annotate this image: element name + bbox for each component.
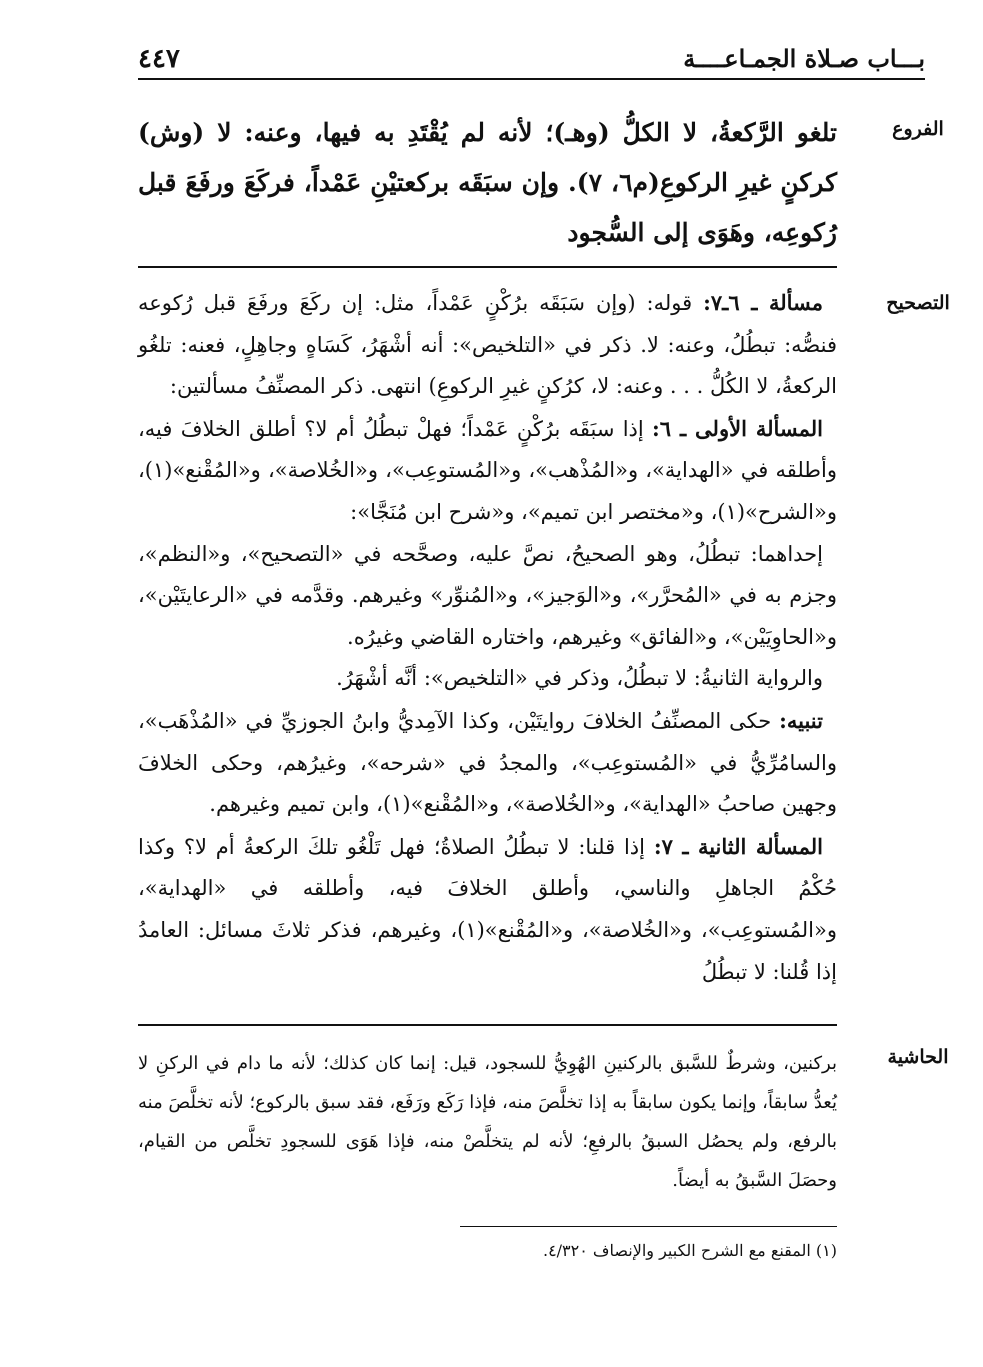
footnote-rule <box>460 1226 837 1227</box>
issue-heading: المسألة الثانية ـ ٧: <box>653 833 823 859</box>
footnote: (١) المقنع مع الشرح الكبير والإنصاف ٤/٣٢٠. <box>542 1241 837 1260</box>
hashiya-text: بركنين، وشرطٌ للسَّبق بالركنينِ الهُوِيُّ للسجود، قيل: إنما كان كذلك؛ لأنه ما دام في الركنِ لا يُعدُّ سابقاً، وإنما يكون سابقاً به إذا تخلَّصَ منه، فإذا رَكَع ورَفَع، فقد سبق بالركوع؛ لأنه تخلَّصَ منه بالرفع، ولم يحصُل السبقُ بالرفعِ؛ لأنه لم يتخلَّصْ منه، فإذا هَوَى للسجودِ تخلَّص من القيام، وحصَلَ السَّبقُ به أيضاً. <box>137 1053 837 1191</box>
section-label-tashih: التصحيح <box>886 292 950 314</box>
tashih-section <box>138 282 837 993</box>
hashiya-section <box>138 1044 837 1200</box>
section-label-furu: الفروع <box>892 118 944 140</box>
page-header <box>138 40 925 76</box>
issue-heading: المسألة الأولى ـ ٦: <box>652 415 823 441</box>
tashih-paragraph-4: والرواية الثانيةُ: لا تبطُلُ، وذكر في «التلخيص»: أنَّه أشْهَرُ. <box>336 666 823 691</box>
paragraph-text: إذا سبَقَه برُكْنٍ عَمْداً؛ فهلْ تبطُلُ أم لا؟ أطلق الخلافَ فيه، وأطلقه في «الهداية»، و«المُذْهب»، و«المُستوعِب»، و«الخُلاصة»، و«المُقْنع»(١)، و«الشرح»(١)، و«مختصر ابن تميم»، و«شرح ابن مُنَجَّا»: <box>138 416 837 524</box>
note-heading: تنبيه: <box>779 707 823 733</box>
furu-section <box>138 108 837 258</box>
tashih-paragraph-1 <box>138 282 837 408</box>
paragraph-text: قوله: (وإن سَبَقَه برُكْنٍ عَمْداً، مثل: إن ركَعَ ورفَعَ قبل رُكوعه فنصُّه: تبطُلُ، وعنه: لا. ذكر في «التلخيص»: أنه أشْهَرُ، كَسَاهٍ وجاهِلٍ، فعنه: تلغُو الركعةُ، لا الكُلُّ . . . وعنه: لا، كرُكنٍ غيرِ الركوعِ) انتهى. ذكر المصنِّفُ مسألتين: <box>138 291 837 399</box>
page-number: ٤٤٧ <box>138 44 180 74</box>
section-label-hashiya: الحاشية <box>887 1046 949 1068</box>
tashih-paragraph-5 <box>138 700 837 826</box>
furu-text: تلغو الرَّكعةُ، لا الكلُّ (وهـ)؛ لأنه لم يُقْتَدِ به فيها، وعنه: لا (وش) كركنٍ غيرِ الركوعِ(م٦، ٧). وإن سبَقَه بركعتيْنِ عَمْداً، فركَعَ ورفَعَ قبل رُكوعِه، وهَوَى إلى السُّجود <box>138 118 837 247</box>
paragraph-text: إذا قلنا: لا تبطُلُ الصلاةُ؛ فهل تَلْغُو تلكَ الركعةُ أم لا؟ وكذا حُكْمُ الجاهلِ والناسي، وأطلق الخلافَ فيه، وأطلقه في «الهداية»، و«المُستوعِب»، و«الخُلاصة»، و«المُقْنع»(١)، وغيرهم، فذكر ثلاثَ مسائل: العامدُ إذا قُلنا: لا تبطُلُ <box>138 834 837 984</box>
tashih-paragraph-3: إحداهما: تبطُلُ، وهو الصحيحُ، نصَّ عليه، وصحَّحه في «التصحيح»، و«النظم»، وجزم به في «المُحرَّر»، و«الوَجيز»، و«المُنوِّر» وغيرهم. وقدَّمه في «الرعايتَيْن»، و«الحاوِيَيْن»، و«الفائق» وغيرهم، واختاره القاضي وغيرُه. <box>138 541 837 649</box>
tashih-paragraph-6 <box>138 826 837 993</box>
section-divider <box>138 1024 837 1026</box>
paragraph-text: حكى المصنِّفُ الخلافَ روايتَيْن، وكذا الآمِديُّ وابنُ الجوزيِّ في «المُذْهَب»، والسامُرِّيُّ في «المُستوعِب»، والمجدُ في «شرحه»، وغيرُهم، وحكى الخلافَ وجهين صاحبُ «الهداية»، و«الخُلاصة»، و«المُقْنع»(١)، وابن تميم وغيرهم. <box>138 708 837 817</box>
tashih-paragraph-2 <box>138 408 837 534</box>
section-divider <box>138 266 837 268</box>
header-rule <box>138 78 925 80</box>
chapter-title: بـــاب صـلاة الجمـاعــــة <box>683 44 925 73</box>
issue-heading: مسألة ـ ٦ـ٧: <box>703 290 823 315</box>
